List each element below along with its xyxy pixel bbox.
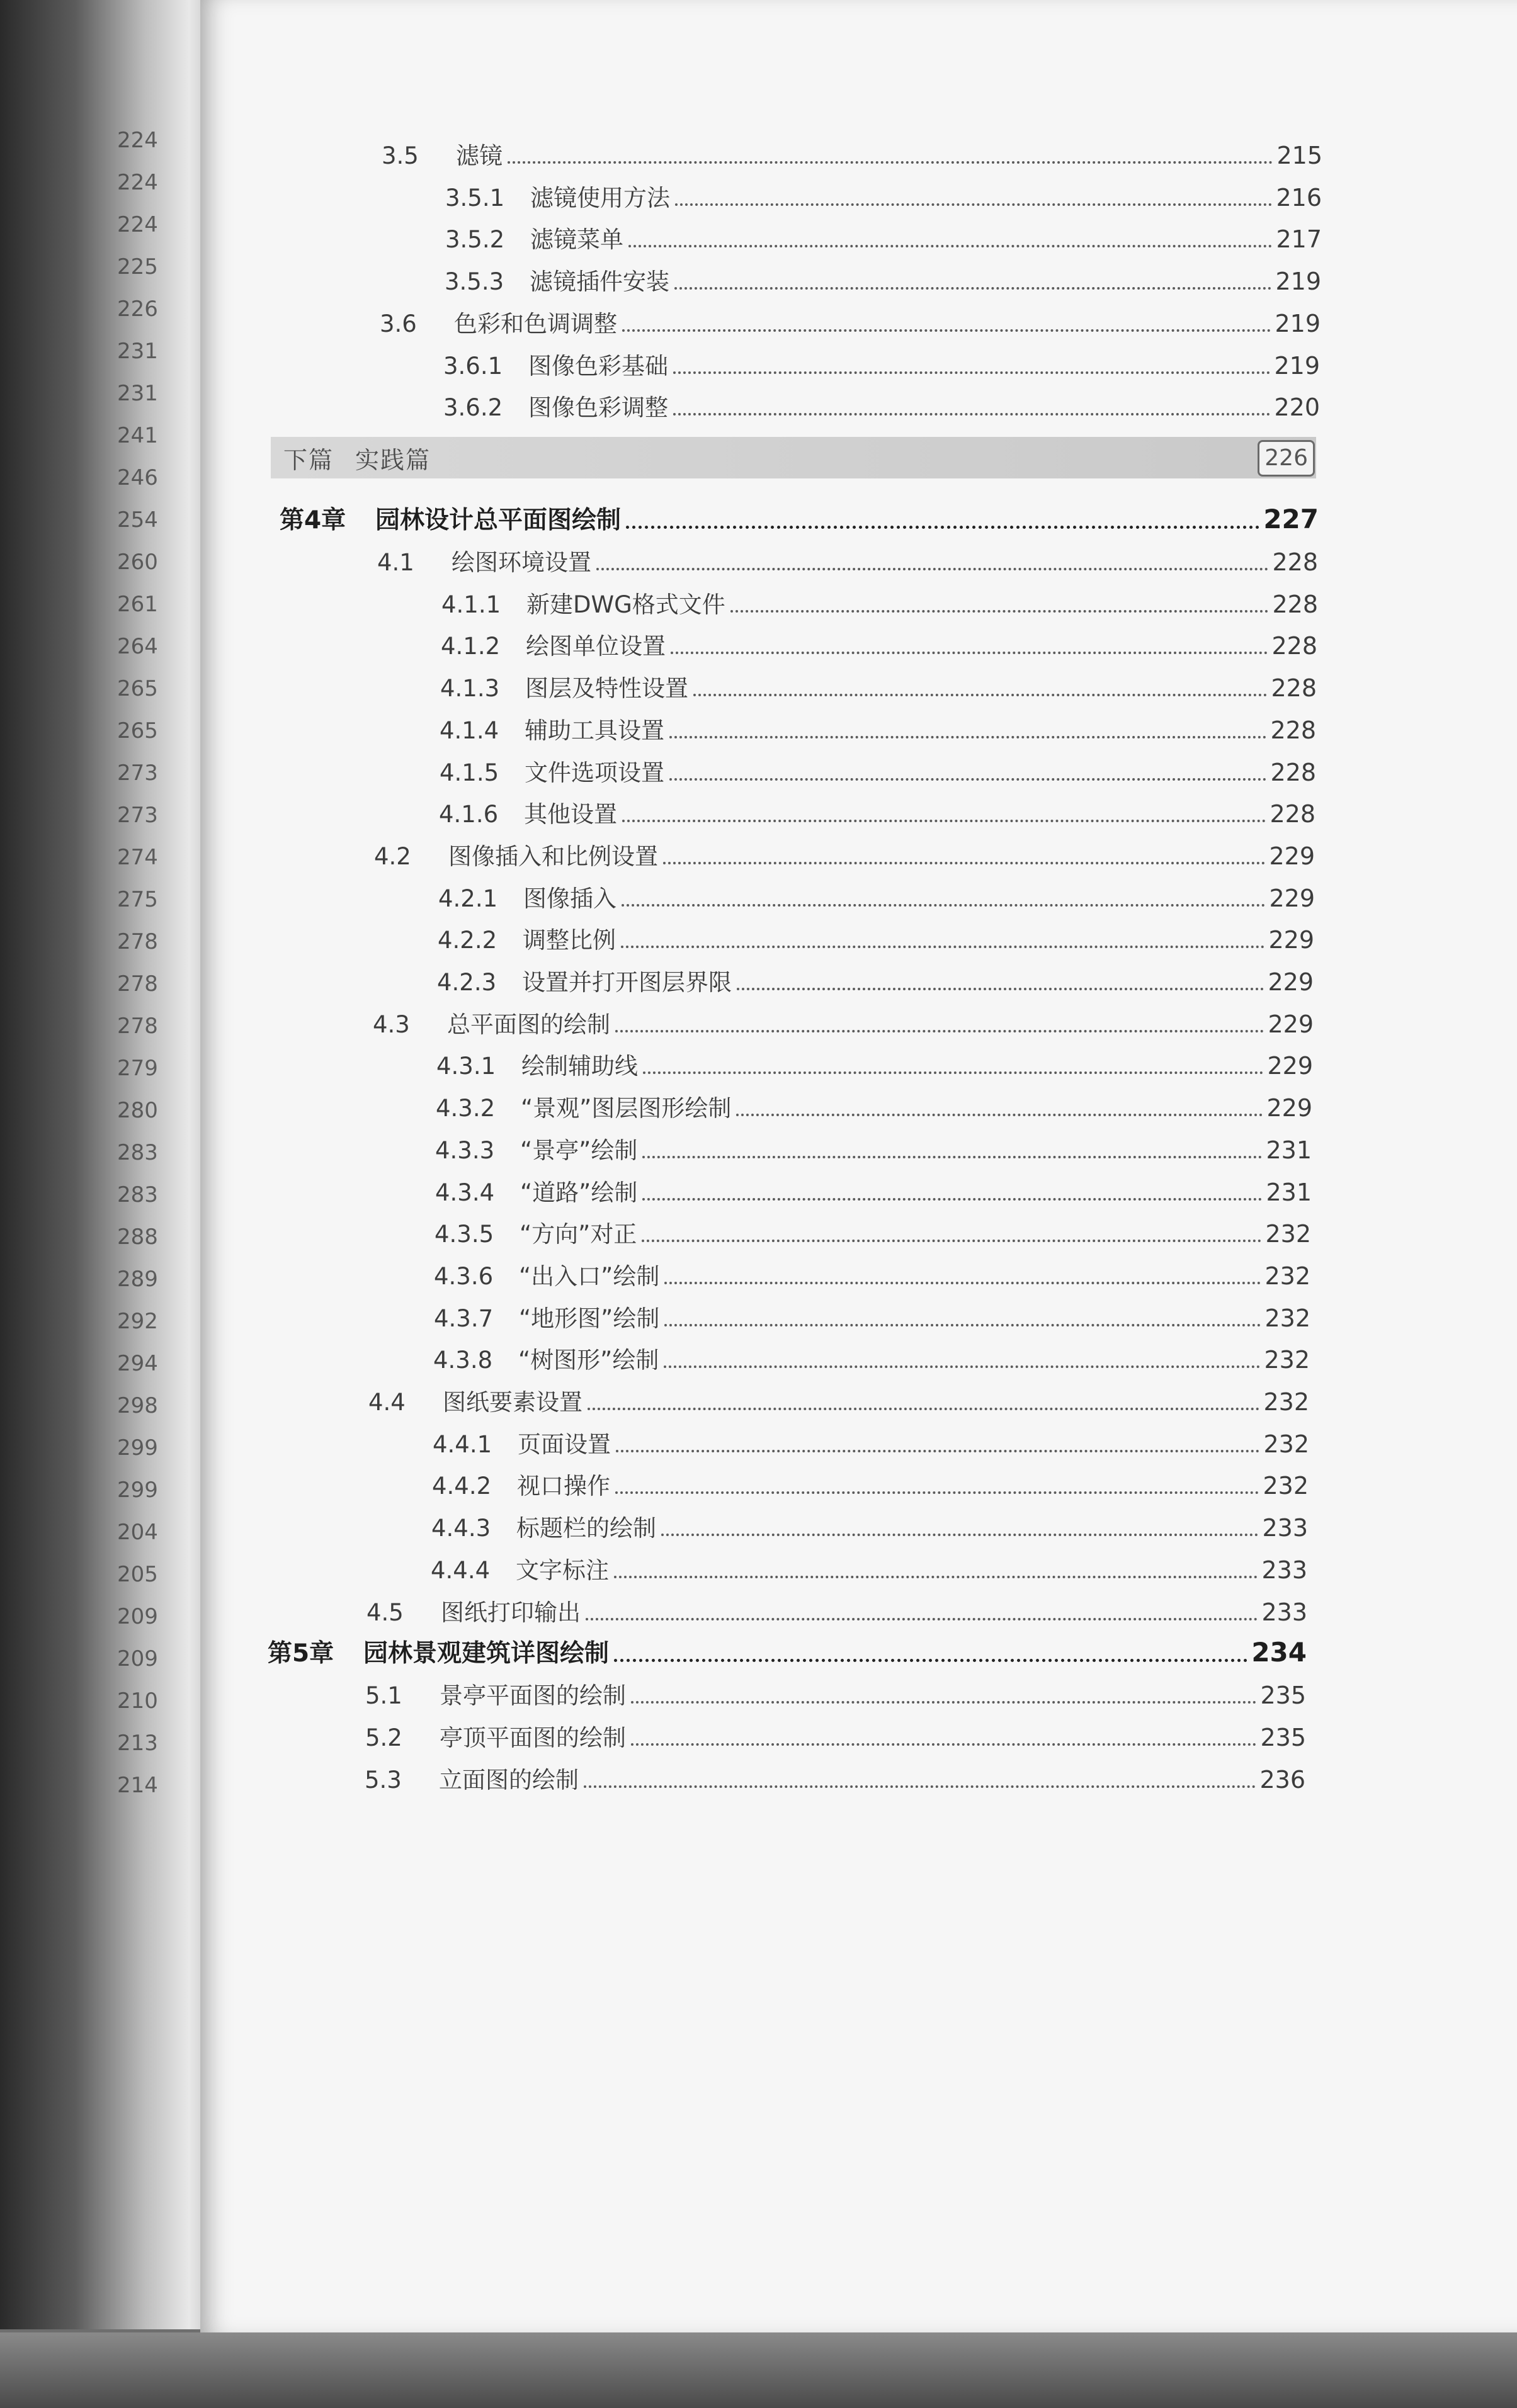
- toc-entry-sub[interactable]: [431, 1505, 1308, 1540]
- left-page-number: 260: [117, 550, 158, 575]
- dot-leader: [669, 778, 1266, 781]
- toc-entry-sub[interactable]: [435, 1127, 1312, 1162]
- toc-entry-number: 5.3: [365, 1766, 402, 1794]
- toc-entry-title: 图像色彩基础: [528, 352, 668, 380]
- left-page-number: 205: [117, 1562, 158, 1587]
- toc-entry-title: “方向”对正: [520, 1221, 637, 1248]
- dot-leader: [730, 610, 1269, 613]
- dot-leader: [628, 245, 1272, 247]
- toc-entry-page: 217: [1276, 225, 1322, 254]
- toc-entry-sub[interactable]: [438, 917, 1314, 952]
- left-page-number: 214: [117, 1773, 158, 1798]
- toc-entry-page: 232: [1263, 1472, 1309, 1500]
- toc-entry-title: “树图形”绘制: [518, 1347, 659, 1374]
- toc-entry-number: 4.4: [368, 1389, 406, 1416]
- toc-entry-page: 228: [1271, 632, 1317, 660]
- toc-entry-section[interactable]: [365, 1756, 1305, 1792]
- dot-leader: [675, 203, 1272, 206]
- dot-leader: [664, 1324, 1261, 1326]
- toc-entry-sub[interactable]: [443, 342, 1320, 378]
- part-title: 实践篇: [355, 446, 431, 474]
- toc-entry-page: 232: [1264, 1304, 1310, 1332]
- toc-entry-page: 228: [1270, 758, 1316, 786]
- toc-entry-page: 232: [1264, 1262, 1310, 1290]
- dot-leader: [663, 862, 1265, 864]
- toc-entry-number: 4.2: [374, 842, 411, 870]
- page-shadow-bottom: [0, 2332, 1517, 2408]
- left-page-number: 265: [117, 718, 158, 743]
- toc-entry-number: 4.3.5: [435, 1221, 494, 1248]
- left-page-number: 209: [117, 1646, 158, 1671]
- toc-entry-sub[interactable]: [432, 1462, 1309, 1498]
- toc-entry-sub[interactable]: [445, 174, 1322, 210]
- toc-entry-page: 228: [1272, 548, 1318, 576]
- toc-entry-number: 4.2.3: [437, 969, 497, 996]
- toc-entry-page: 227: [1263, 504, 1319, 534]
- toc-entry-page: 231: [1266, 1178, 1312, 1206]
- toc-entry-number: 4.1.2: [441, 633, 501, 660]
- toc-entry-number: 4.1.5: [440, 759, 499, 786]
- left-page-number: 280: [117, 1098, 158, 1123]
- toc-entry-page: 232: [1263, 1388, 1309, 1416]
- toc-entry-number: 4.1.4: [440, 716, 499, 744]
- toc-entry-number: 第5章: [268, 1639, 334, 1668]
- toc-entry-title: 景亭平面图的绘制: [440, 1682, 626, 1710]
- toc-entry-title: 绘图单位设置: [526, 633, 666, 660]
- left-page-number: 224: [117, 128, 158, 153]
- dot-leader: [614, 1659, 1247, 1662]
- dot-leader: [673, 413, 1270, 415]
- left-page-number: 278: [117, 1014, 158, 1039]
- toc-entry-number: 4.3.7: [434, 1304, 494, 1332]
- toc-entry-number: 4.4.2: [432, 1472, 492, 1500]
- toc-entry-section[interactable]: [365, 1672, 1306, 1710]
- toc-entry-number: 4.3: [373, 1010, 410, 1038]
- toc-entry-sub[interactable]: [435, 1169, 1312, 1204]
- toc-entry-title: 园林设计总平面图绘制: [375, 506, 622, 534]
- dot-leader: [622, 820, 1266, 822]
- toc-entry-page: 220: [1274, 393, 1320, 422]
- toc-entry-title: 视口操作: [517, 1472, 610, 1500]
- dot-leader: [671, 652, 1268, 654]
- left-page-number: 288: [117, 1224, 158, 1250]
- toc-entry-title: 亭顶平面图的绘制: [440, 1724, 626, 1751]
- toc-entry-title: 图像插入和比例设置: [448, 842, 658, 870]
- toc-entry-section[interactable]: [368, 1379, 1309, 1414]
- left-page-number: 274: [117, 845, 158, 870]
- toc-entry-title: 滤镜菜单: [530, 226, 623, 254]
- toc-entry-number: 3.6: [380, 310, 417, 337]
- toc-entry-sub[interactable]: [435, 1211, 1311, 1246]
- toc-entry-sub[interactable]: [434, 1253, 1310, 1288]
- toc-entry-title: 文件选项设置: [525, 759, 664, 786]
- dot-leader: [736, 1114, 1263, 1116]
- toc-entry-sub[interactable]: [441, 581, 1318, 616]
- dot-leader: [643, 1071, 1263, 1074]
- toc-entry-page: 232: [1263, 1430, 1309, 1458]
- left-page-number: 294: [117, 1351, 158, 1376]
- toc-entry-page: 233: [1262, 1514, 1308, 1542]
- left-page-number: 224: [117, 170, 158, 195]
- toc-entry-page: 236: [1259, 1765, 1305, 1794]
- toc-entry-title: 其他设置: [524, 801, 617, 828]
- toc-entry-page: 228: [1270, 800, 1315, 828]
- toc-entry-number: 4.3.4: [435, 1179, 495, 1206]
- toc-entry-sub[interactable]: [440, 749, 1316, 784]
- toc-entry-number: 4.2.1: [438, 885, 498, 912]
- toc-entry-page: 229: [1268, 1010, 1314, 1038]
- left-page-number: 241: [117, 423, 158, 448]
- toc-entry-page: 229: [1269, 884, 1315, 912]
- toc-entry-title: “景观”图层图形绘制: [521, 1095, 732, 1122]
- toc-entry-sub[interactable]: [445, 216, 1322, 254]
- dot-leader: [615, 1491, 1259, 1494]
- toc-entry-page: 216: [1276, 183, 1322, 212]
- toc-entry-sub[interactable]: [433, 1421, 1309, 1456]
- toc-entry-number: 3.5.1: [445, 184, 505, 212]
- toc-entry-number: 3.6.2: [443, 394, 503, 422]
- toc-entry-number: 4.5: [366, 1598, 404, 1626]
- toc-entry-number: 3.5.3: [445, 268, 504, 296]
- toc-entry-sub[interactable]: [440, 665, 1317, 703]
- toc-entry-title: 总平面图的绘制: [447, 1010, 610, 1038]
- dot-leader: [622, 329, 1271, 332]
- toc-entry-title: 绘制辅助线: [521, 1053, 638, 1080]
- toc-entry-number: 4.3.3: [435, 1136, 495, 1164]
- toc-entry-number: 3.5: [382, 142, 419, 169]
- dot-leader: [664, 1282, 1261, 1284]
- toc-entry-page: 229: [1269, 842, 1315, 870]
- toc-entry-number: 4.4.3: [431, 1515, 491, 1542]
- toc-entry-number: 4.3.2: [436, 1095, 496, 1122]
- toc-entry-section[interactable]: [365, 1714, 1306, 1749]
- toc-entry-number: 3.5.2: [445, 226, 505, 254]
- toc-entry-title: 滤镜使用方法: [530, 184, 670, 212]
- left-page-number: 231: [117, 339, 158, 364]
- toc-entry-page: 228: [1270, 716, 1316, 744]
- toc-entry-title: 图纸打印输出: [441, 1598, 581, 1626]
- toc-entry-title: 色彩和色调调整: [454, 310, 617, 337]
- toc-entry-sub[interactable]: [443, 384, 1320, 422]
- toc-entry-sub[interactable]: [431, 1547, 1307, 1582]
- left-page-number: 246: [117, 465, 158, 490]
- left-page-number: 204: [117, 1520, 158, 1545]
- toc-entry-page: 231: [1266, 1136, 1312, 1164]
- toc-entry-page: 233: [1261, 1598, 1307, 1626]
- toc-entry-section[interactable]: [382, 132, 1322, 167]
- toc-entry-number: 4.3.6: [434, 1262, 494, 1290]
- left-page-number: 224: [117, 212, 158, 237]
- toc-entry-title: “出入口”绘制: [519, 1262, 660, 1290]
- dot-leader: [669, 736, 1266, 738]
- part-page-box: 226: [1258, 440, 1315, 477]
- left-page-number: 275: [117, 887, 158, 912]
- toc-entry-number: 4.4.4: [431, 1556, 491, 1584]
- toc-entry-title: 图像色彩调整: [528, 394, 668, 422]
- left-page-number: 283: [117, 1140, 158, 1165]
- toc-entry-number: 第4章: [280, 506, 346, 534]
- toc-entry-sub[interactable]: [439, 791, 1315, 826]
- toc-entry-page: 215: [1276, 142, 1322, 169]
- toc-entry-page: 235: [1260, 1682, 1306, 1710]
- dot-leader: [616, 1450, 1259, 1452]
- toc-entry-title: 立面图的绘制: [439, 1766, 579, 1794]
- left-page-number: 289: [117, 1267, 158, 1292]
- dot-leader: [596, 568, 1268, 570]
- toc-entry-number: 3.6.1: [443, 352, 503, 380]
- toc-entry-title: 辅助工具设置: [525, 716, 664, 744]
- toc-entry-title: 园林景观建筑详图绘制: [363, 1639, 610, 1668]
- left-page-number: 292: [117, 1309, 158, 1334]
- toc-entry-section[interactable]: [366, 1589, 1307, 1624]
- toc-entry-number: 5.1: [365, 1682, 402, 1710]
- toc-entry-number: 4.3.1: [436, 1053, 496, 1080]
- left-page-number: 299: [117, 1478, 158, 1503]
- left-page-number: 213: [117, 1731, 158, 1756]
- toc-entry-title: 滤镜插件安装: [530, 268, 669, 296]
- dot-leader: [615, 1030, 1264, 1032]
- left-page-number: 279: [117, 1056, 158, 1081]
- dot-leader: [626, 526, 1259, 529]
- toc-entry-page: 219: [1274, 351, 1320, 380]
- dot-leader: [642, 1240, 1261, 1242]
- toc-entry-number: 4.1.3: [440, 675, 500, 703]
- dot-leader: [508, 161, 1273, 164]
- toc-entry-title: 页面设置: [518, 1430, 611, 1458]
- dot-leader: [586, 1618, 1258, 1620]
- toc-entry-section[interactable]: [380, 300, 1321, 336]
- toc-entry-page: 229: [1268, 968, 1314, 996]
- left-page-number: 254: [117, 507, 158, 533]
- left-page-number: 265: [117, 676, 158, 701]
- toc-entry-page: 232: [1265, 1220, 1311, 1248]
- toc-entry-number: 4.3.8: [433, 1347, 493, 1374]
- toc-entry-title: “景亭”绘制: [520, 1136, 638, 1164]
- toc-entry-number: 4.1.6: [439, 801, 499, 828]
- dot-leader: [664, 1365, 1260, 1368]
- left-page-number: 261: [117, 592, 158, 617]
- toc-entry-title: 图层及特性设置: [525, 675, 688, 703]
- dot-leader: [621, 946, 1264, 948]
- left-page-number: 231: [117, 381, 158, 406]
- toc-entry-page: 219: [1275, 268, 1321, 296]
- toc-entry-sub[interactable]: [445, 258, 1321, 296]
- toc-entry-number: 4.2.2: [438, 927, 497, 954]
- dot-leader: [622, 904, 1265, 907]
- toc-entry-title: 标题栏的绘制: [516, 1515, 656, 1542]
- toc-entry-section[interactable]: [374, 833, 1315, 868]
- dot-leader: [631, 1701, 1256, 1704]
- left-page-number: 299: [117, 1435, 158, 1461]
- toc-entry-title: 设置并打开图层界限: [522, 969, 732, 996]
- left-page-number: 283: [117, 1182, 158, 1207]
- toc-entry-sub[interactable]: [438, 875, 1315, 910]
- dot-leader: [642, 1198, 1262, 1201]
- dot-leader: [674, 287, 1271, 290]
- dot-leader: [642, 1156, 1262, 1158]
- toc-entry-page: 228: [1272, 590, 1318, 618]
- dot-leader: [673, 371, 1270, 374]
- toc-entry-page: 229: [1266, 1094, 1312, 1122]
- toc-entry-title: 新建DWG格式文件: [526, 591, 725, 618]
- toc-entry-sub[interactable]: [441, 623, 1317, 658]
- dot-leader: [588, 1408, 1259, 1410]
- toc-entry-sub[interactable]: [434, 1295, 1310, 1330]
- toc-entry-number: 4.1.1: [441, 591, 501, 618]
- toc-entry-section[interactable]: [377, 539, 1318, 574]
- left-page-number: 209: [117, 1604, 158, 1629]
- toc-entry-number: 4.1: [377, 549, 414, 576]
- dot-leader: [693, 694, 1267, 696]
- part-label: 下篇: [283, 446, 334, 474]
- toc-entry-page: 219: [1275, 309, 1321, 337]
- toc-entry-title: 图纸要素设置: [443, 1389, 582, 1416]
- toc-entry-page: 234: [1251, 1637, 1307, 1668]
- toc-entry-page: 235: [1260, 1723, 1306, 1751]
- toc-entry-sub[interactable]: [433, 1337, 1310, 1372]
- left-page-number: 210: [117, 1688, 158, 1714]
- toc-entry-number: 4.4.1: [433, 1430, 492, 1458]
- dot-leader: [584, 1785, 1256, 1788]
- left-page-number: 273: [117, 760, 158, 786]
- toc-entry-page: 228: [1271, 674, 1317, 703]
- toc-entry-title: 图像插入: [523, 885, 616, 912]
- toc-entry-title: 滤镜: [456, 142, 503, 169]
- toc-entry-sub[interactable]: [437, 959, 1314, 994]
- left-page-number: 273: [117, 803, 158, 828]
- dot-leader: [631, 1743, 1256, 1746]
- toc-entry-chapter[interactable]: [268, 1631, 1307, 1666]
- toc-entry-title: “地形图”绘制: [519, 1304, 660, 1332]
- dot-leader: [661, 1534, 1258, 1536]
- toc-entry-sub[interactable]: [440, 707, 1316, 742]
- toc-entry-page: 229: [1267, 1052, 1313, 1080]
- toc-entry-section[interactable]: [373, 1001, 1314, 1036]
- left-page-number: 225: [117, 254, 158, 280]
- left-page-number: 264: [117, 634, 158, 659]
- left-page-number: 298: [117, 1393, 158, 1418]
- toc-entry-number: 5.2: [365, 1724, 402, 1751]
- dot-leader: [614, 1576, 1258, 1578]
- left-page-number: 226: [117, 297, 158, 322]
- left-page-number: 278: [117, 971, 158, 997]
- toc-entry-sub[interactable]: [436, 1085, 1312, 1120]
- toc-entry-title: 绘图环境设置: [452, 549, 591, 576]
- left-page-number: 278: [117, 929, 158, 954]
- toc-entry-title: 文字标注: [516, 1556, 609, 1584]
- toc-entry-title: 调整比例: [523, 927, 616, 954]
- toc-entry-page: 229: [1268, 926, 1314, 954]
- dot-leader: [737, 988, 1264, 990]
- toc-entry-chapter[interactable]: [280, 497, 1319, 533]
- toc-entry-page: 233: [1261, 1556, 1307, 1584]
- toc-entry-sub[interactable]: [436, 1043, 1313, 1078]
- toc-entry-page: 232: [1264, 1346, 1310, 1374]
- toc-entry-title: “道路”绘制: [520, 1179, 638, 1206]
